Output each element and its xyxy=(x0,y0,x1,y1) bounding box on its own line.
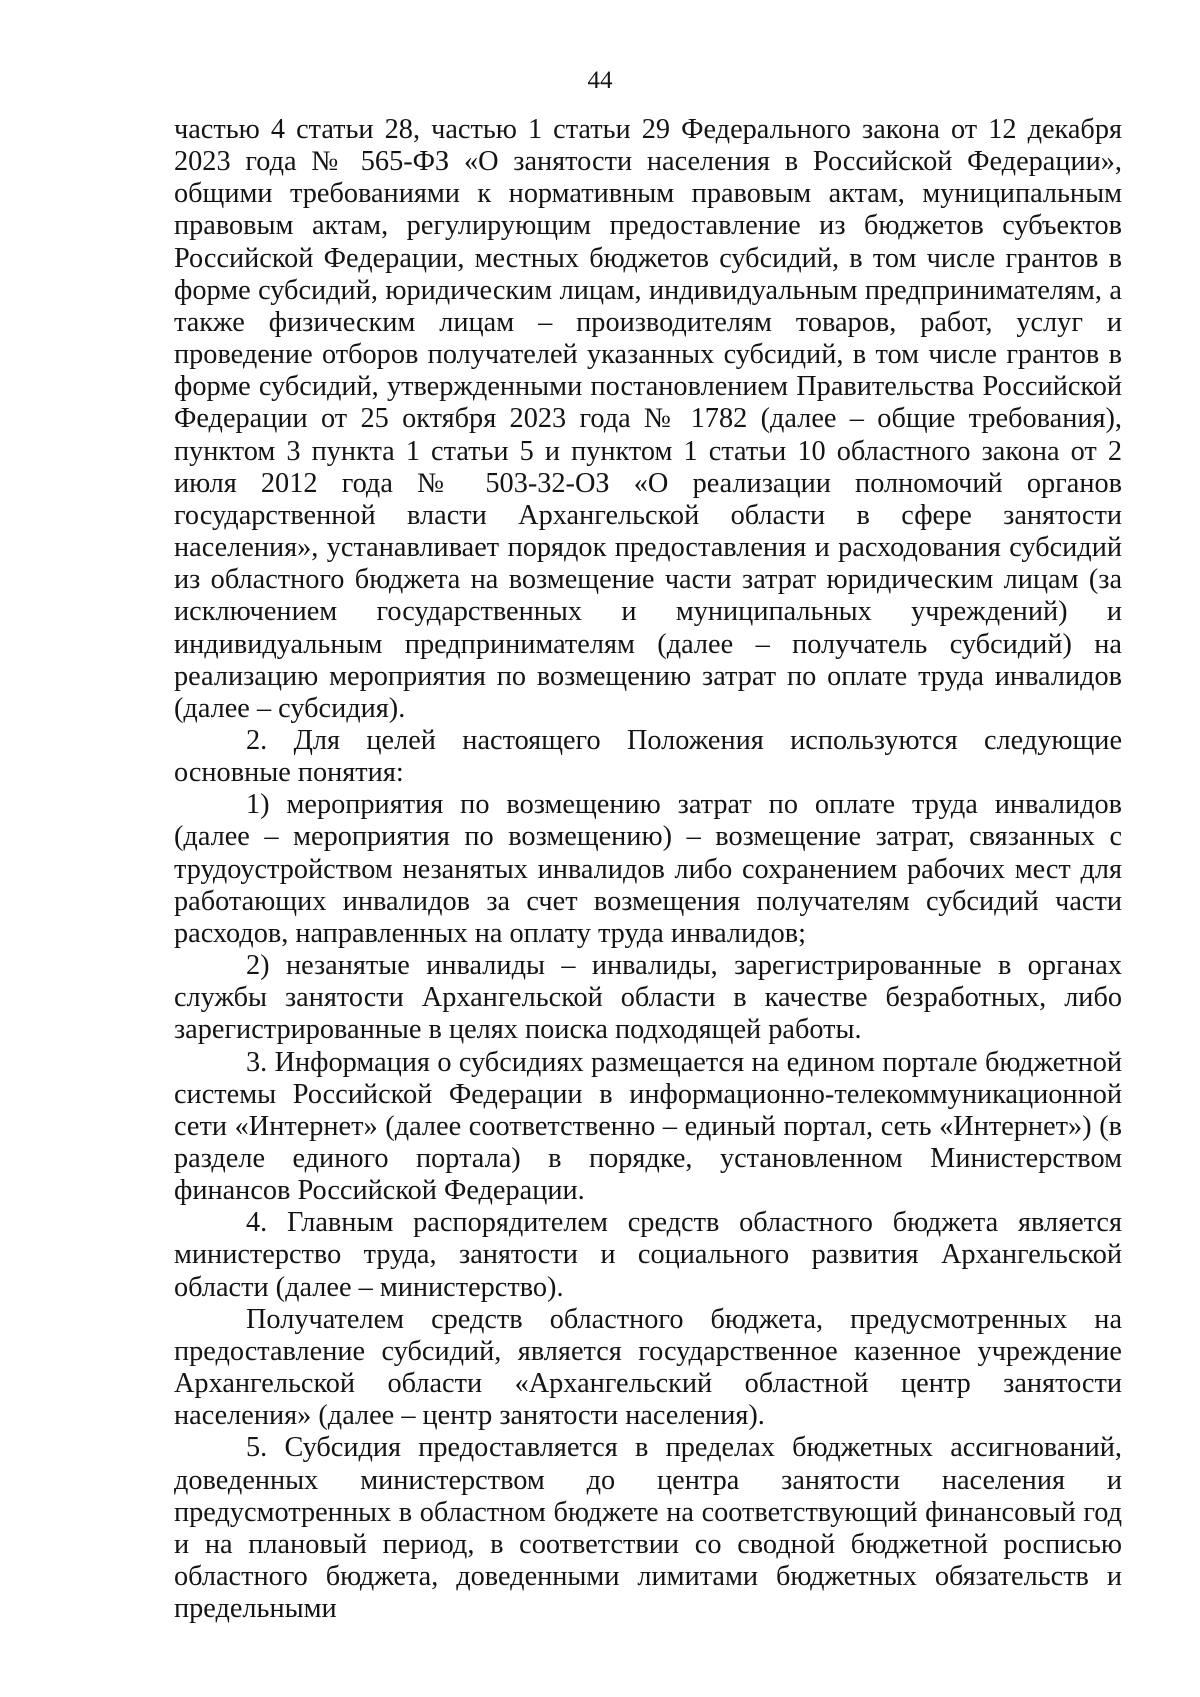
paragraph-item-4-recipient: Получателем средств областного бюджета, предусмотренных на предоставление субсидий, является государственное казенное учреждение Архангельской области «Архангельский областной центр занятости населения» (далее – центр занятости населения). xyxy=(174,1303,1122,1432)
document-body xyxy=(174,114,1122,1625)
page-number: 44 xyxy=(587,67,613,94)
paragraph-item-2-2: 2) незанятые инвалиды – инвалиды, зарегистрированные в органах службы занятости Архангельской области в качестве безработных, либо зарегистрированные в целях поиска подходящей работы. xyxy=(174,950,1122,1046)
paragraph-item-2-1: 1) мероприятия по возмещению затрат по оплате труда инвалидов (далее – мероприятия по возмещению) – возмещение затрат, связанных с трудоустройством незанятых инвалидов либо сохранением рабочих мест для работающих инвалидов за счет возмещения получателям субсидий части расходов, направленных на оплату труда инвалидов; xyxy=(174,789,1122,949)
paragraph-continuation: частью 4 статьи 28, частью 1 статьи 29 Федерального закона от 12 декабря 2023 года № 565-ФЗ «О занятости населения в Российской Федерации», общими требованиями к нормативным правовым актам, муниципальным правовым актам, регулирующим предоставление из бюджетов субъектов Российской Федерации, местных бюджетов субсидий, в том числе грантов в форме субсидий, юридическим лицам, индивидуальным предпринимателям, а также физическим лицам – производителям товаров, работ, услуг и проведение отборов получателей указанных субсидий, в том числе грантов в форме субсидий, утвержденными постановлением Правительства Российской Федерации от 25 октября 2023 года № 1782 (далее – общие требования), пунктом 3 пункта 1 статьи 5 и пунктом 1 статьи 10 областного закона от 2 июля 2012 года № 503-32-ОЗ «О реализации полномочий органов государственной власти Архангельской области в сфере занятости населения», устанавливает порядок предоставления и расходования субсидий из областного бюджета на возмещение части затрат юридическим лицам (за исключением государственных и муниципальных учреждений) и индивидуальным предпринимателям (далее – получатель субсидий) на реализацию мероприятия по возмещению затрат по оплате труда инвалидов (далее – субсидия). xyxy=(174,114,1122,724)
paragraph-item-3: 3. Информация о субсидиях размещается на едином портале бюджетной системы Российской Федерации в информационно-телекоммуникационной сети «Интернет» (далее соответственно – единый портал, сеть «Интернет») (в разделе единого портала) в порядке, установленном Министерством финансов Российской Федерации. xyxy=(174,1046,1122,1207)
paragraph-item-5: 5. Субсидия предоставляется в пределах бюджетных ассигнований, доведенных министерством до центра занятости населения и предусмотренных в областном бюджете на соответствующий финансовый год и на плановый период, в соответствии со сводной бюджетной росписью областного бюджета, доведенными лимитами бюджетных обязательств и предельными xyxy=(174,1432,1122,1625)
paragraph-item-2: 2. Для целей настоящего Положения используются следующие основные понятия: xyxy=(174,724,1122,789)
paragraph-item-4: 4. Главным распорядителем средств областного бюджета является министерство труда, занятости и социального развития Архангельской области (далее – министерство). xyxy=(174,1207,1122,1303)
